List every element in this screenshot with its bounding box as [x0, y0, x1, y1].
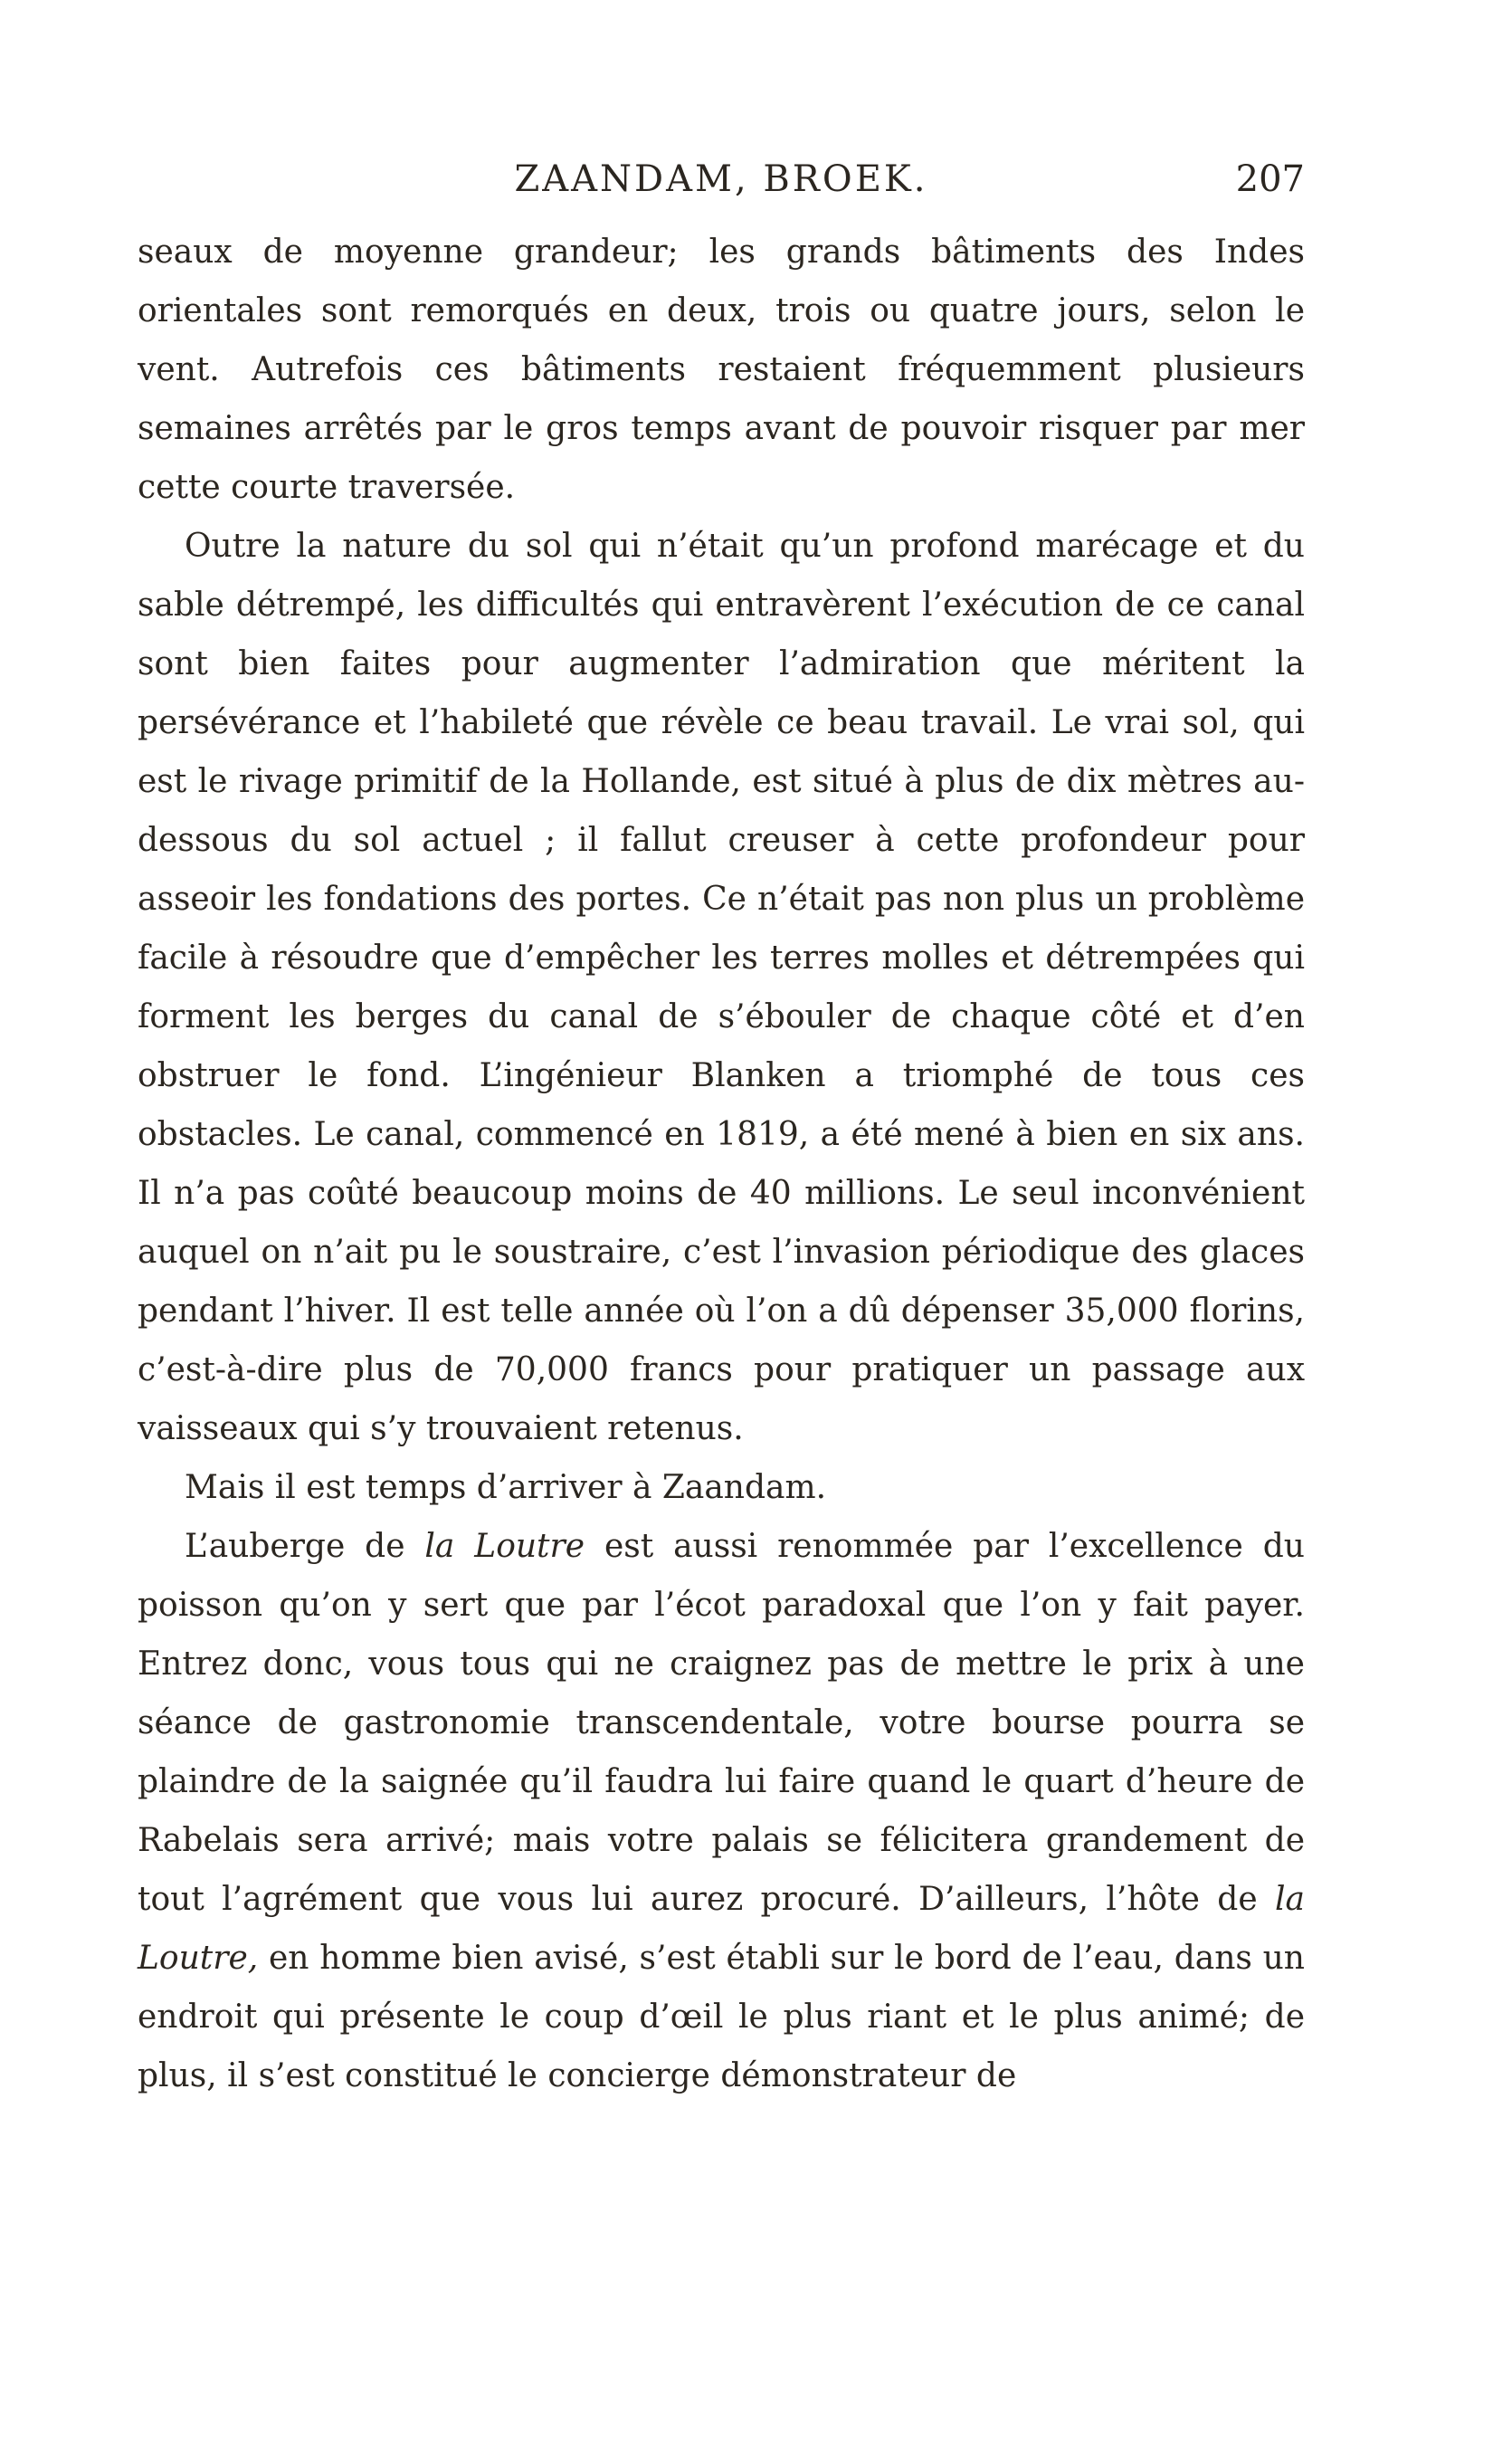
italic-inn-name: la Loutre,: [138, 1881, 1305, 1977]
running-head: [138, 152, 1305, 206]
body-text: [138, 223, 1305, 2105]
text-segment: est aussi renommée par l’excellence du poisson qu’on y sert que par l’écot paradoxal que l’on y fait payer. Entrez donc, vous tous qui ne craignez pas de mettre le prix à une séance de gastronomie transcendentale, votre bourse pourra se plaindre de la saignée qu’il faudra lui faire quand le quart d’heure de Rabelais sera arrivé; mais votre palais se félicitera grandement de tout l’agrément que vous lui aurez procuré. D’ailleurs, l’hôte de: [138, 1528, 1305, 1918]
paragraph: seaux de moyenne grandeur; les grands bâtiments des Indes orientales sont remorqués en deux, trois ou quatre jours, selon le vent. Autrefois ces bâtiments restaient fréquemment plusieurs semaines arrêtés par le gros temps avant de pouvoir risquer par mer cette courte traversée.: [138, 234, 1305, 506]
text-segment: en homme bien avisé, s’est établi sur le bord de l’eau, dans un endroit qui présente le coup d’œil le plus riant et le plus animé; de plus, il s’est constitué le concierge démonstrateur de: [138, 1940, 1305, 2094]
paragraph: Mais il est temps d’arriver à Zaandam.: [185, 1469, 827, 1506]
text-segment: L’auberge de: [185, 1528, 425, 1565]
paragraph: Outre la nature du sol qui n’était qu’un profond marécage et du sable détrempé, les difficultés qui entravèrent l’exécution de ce canal sont bien faites pour augmenter l’admiration que méritent la persévérance et l’habileté que révèle ce beau travail. Le vrai sol, qui est le rivage primitif de la Hollande, est situé à plus de dix mètres au-dessous du sol actuel ; il fallut creuser à cette profondeur pour asseoir les fondations des portes. Ce n’était pas non plus un problème facile à résoudre que d’empêcher les terres molles et détrempées qui forment les berges du canal de s’ébouler de chaque côté et d’en obstruer le fond. L’ingénieur Blanken a triomphé de tous ces obstacles. Le canal, commencé en 1819, a été mené à bien en six ans. Il n’a pas coûté beaucoup moins de 40 millions. Le seul inconvénient auquel on n’ait pu le soustraire, c’est l’invasion périodique des glaces pendant l’hiver. Il est telle année où l’on a dû dépenser 35,000 florins, c’est-à-dire plus de 70,000 francs pour pratiquer un passage aux vaisseaux qui s’y trouvaient retenus.: [138, 528, 1305, 1447]
paragraph: [138, 1517, 1305, 2105]
running-title: ZAANDAM, BROEK.: [514, 158, 928, 200]
page-number: 207: [1235, 158, 1305, 200]
italic-inn-name: la Loutre: [424, 1528, 585, 1565]
